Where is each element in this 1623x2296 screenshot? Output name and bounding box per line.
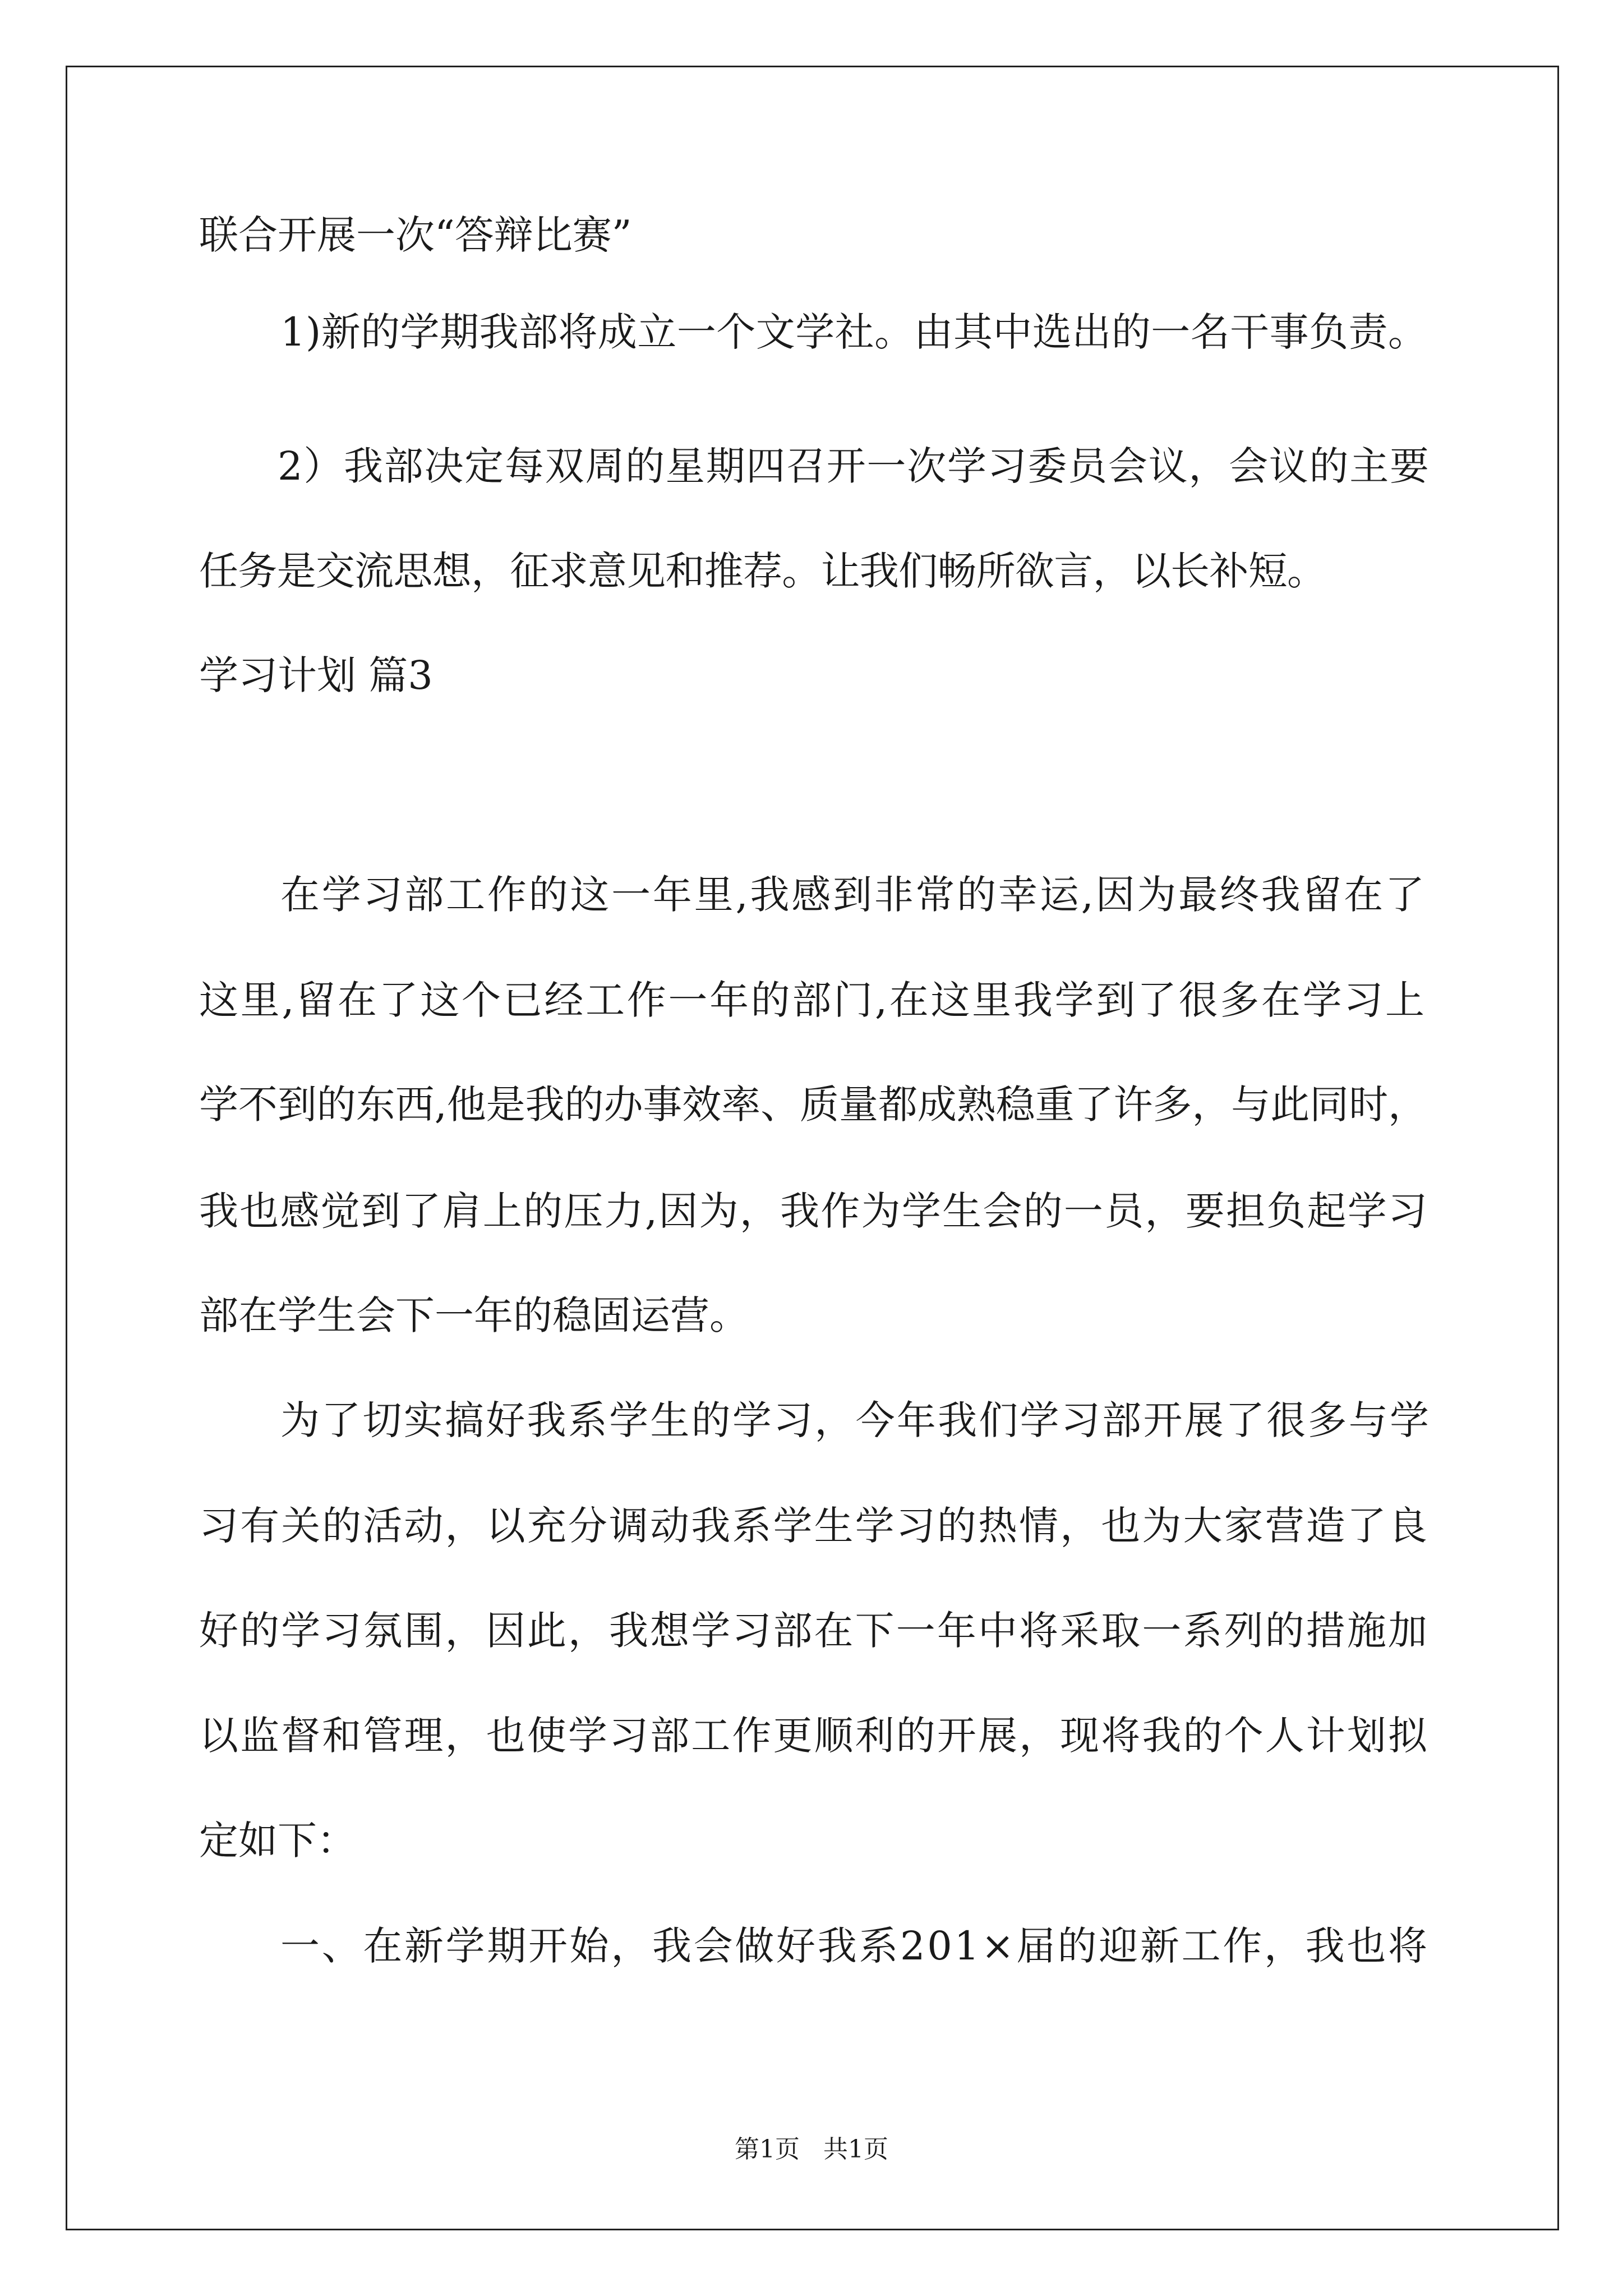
- text-line: 1)新的学期我部将成立一个文学社。由其中选出的一名干事负责。: [280, 309, 1428, 355]
- page-footer: 第1页 共1页: [735, 2135, 888, 2164]
- text-line: 我也感觉到了肩上的压力,因为，我作为学生会的一员，要担负起学习: [199, 1188, 1429, 1234]
- text-line: 部在学生会下一年的稳固运营。: [199, 1292, 749, 1338]
- text-line: 学不到的东西,他是我的办事效率、质量都成熟稳重了许多，与此同时，: [199, 1082, 1427, 1128]
- section-heading: 学习计划 篇3: [199, 652, 433, 698]
- text-line: 以监督和管理，也使学习部工作更顺利的开展，现将我的个人计划拟: [199, 1713, 1430, 1759]
- text-line: 定如下：: [199, 1818, 356, 1864]
- text-line: 一、在新学期开始，我会做好我系201×届的迎新工作，我也将: [280, 1923, 1430, 1969]
- text-line: 好的学习氛围，因此，我想学习部在下一年中将采取一系列的措施加: [199, 1608, 1430, 1654]
- text-line: 这里,留在了这个已经工作一年的部门,在这里我学到了很多在学习上: [199, 977, 1427, 1023]
- text-line: 联合开展一次“答辩比赛”: [199, 212, 632, 258]
- page-border: [66, 66, 1559, 2230]
- text-line: 习有关的活动，以充分调动我系学生学习的热情，也为大家营造了良: [199, 1503, 1430, 1549]
- text-line: 为了切实搞好我系学生的学习，今年我们学习部开展了很多与学: [280, 1397, 1431, 1443]
- text-line: 2）我部决定每双周的星期四召开一次学习委员会议，会议的主要: [278, 443, 1430, 489]
- text-line: 在学习部工作的这一年里,我感到非常的幸运,因为最终我留在了: [280, 872, 1427, 918]
- text-line: 任务是交流思想，征求意见和推荐。让我们畅所欲言，以长补短。: [199, 548, 1326, 594]
